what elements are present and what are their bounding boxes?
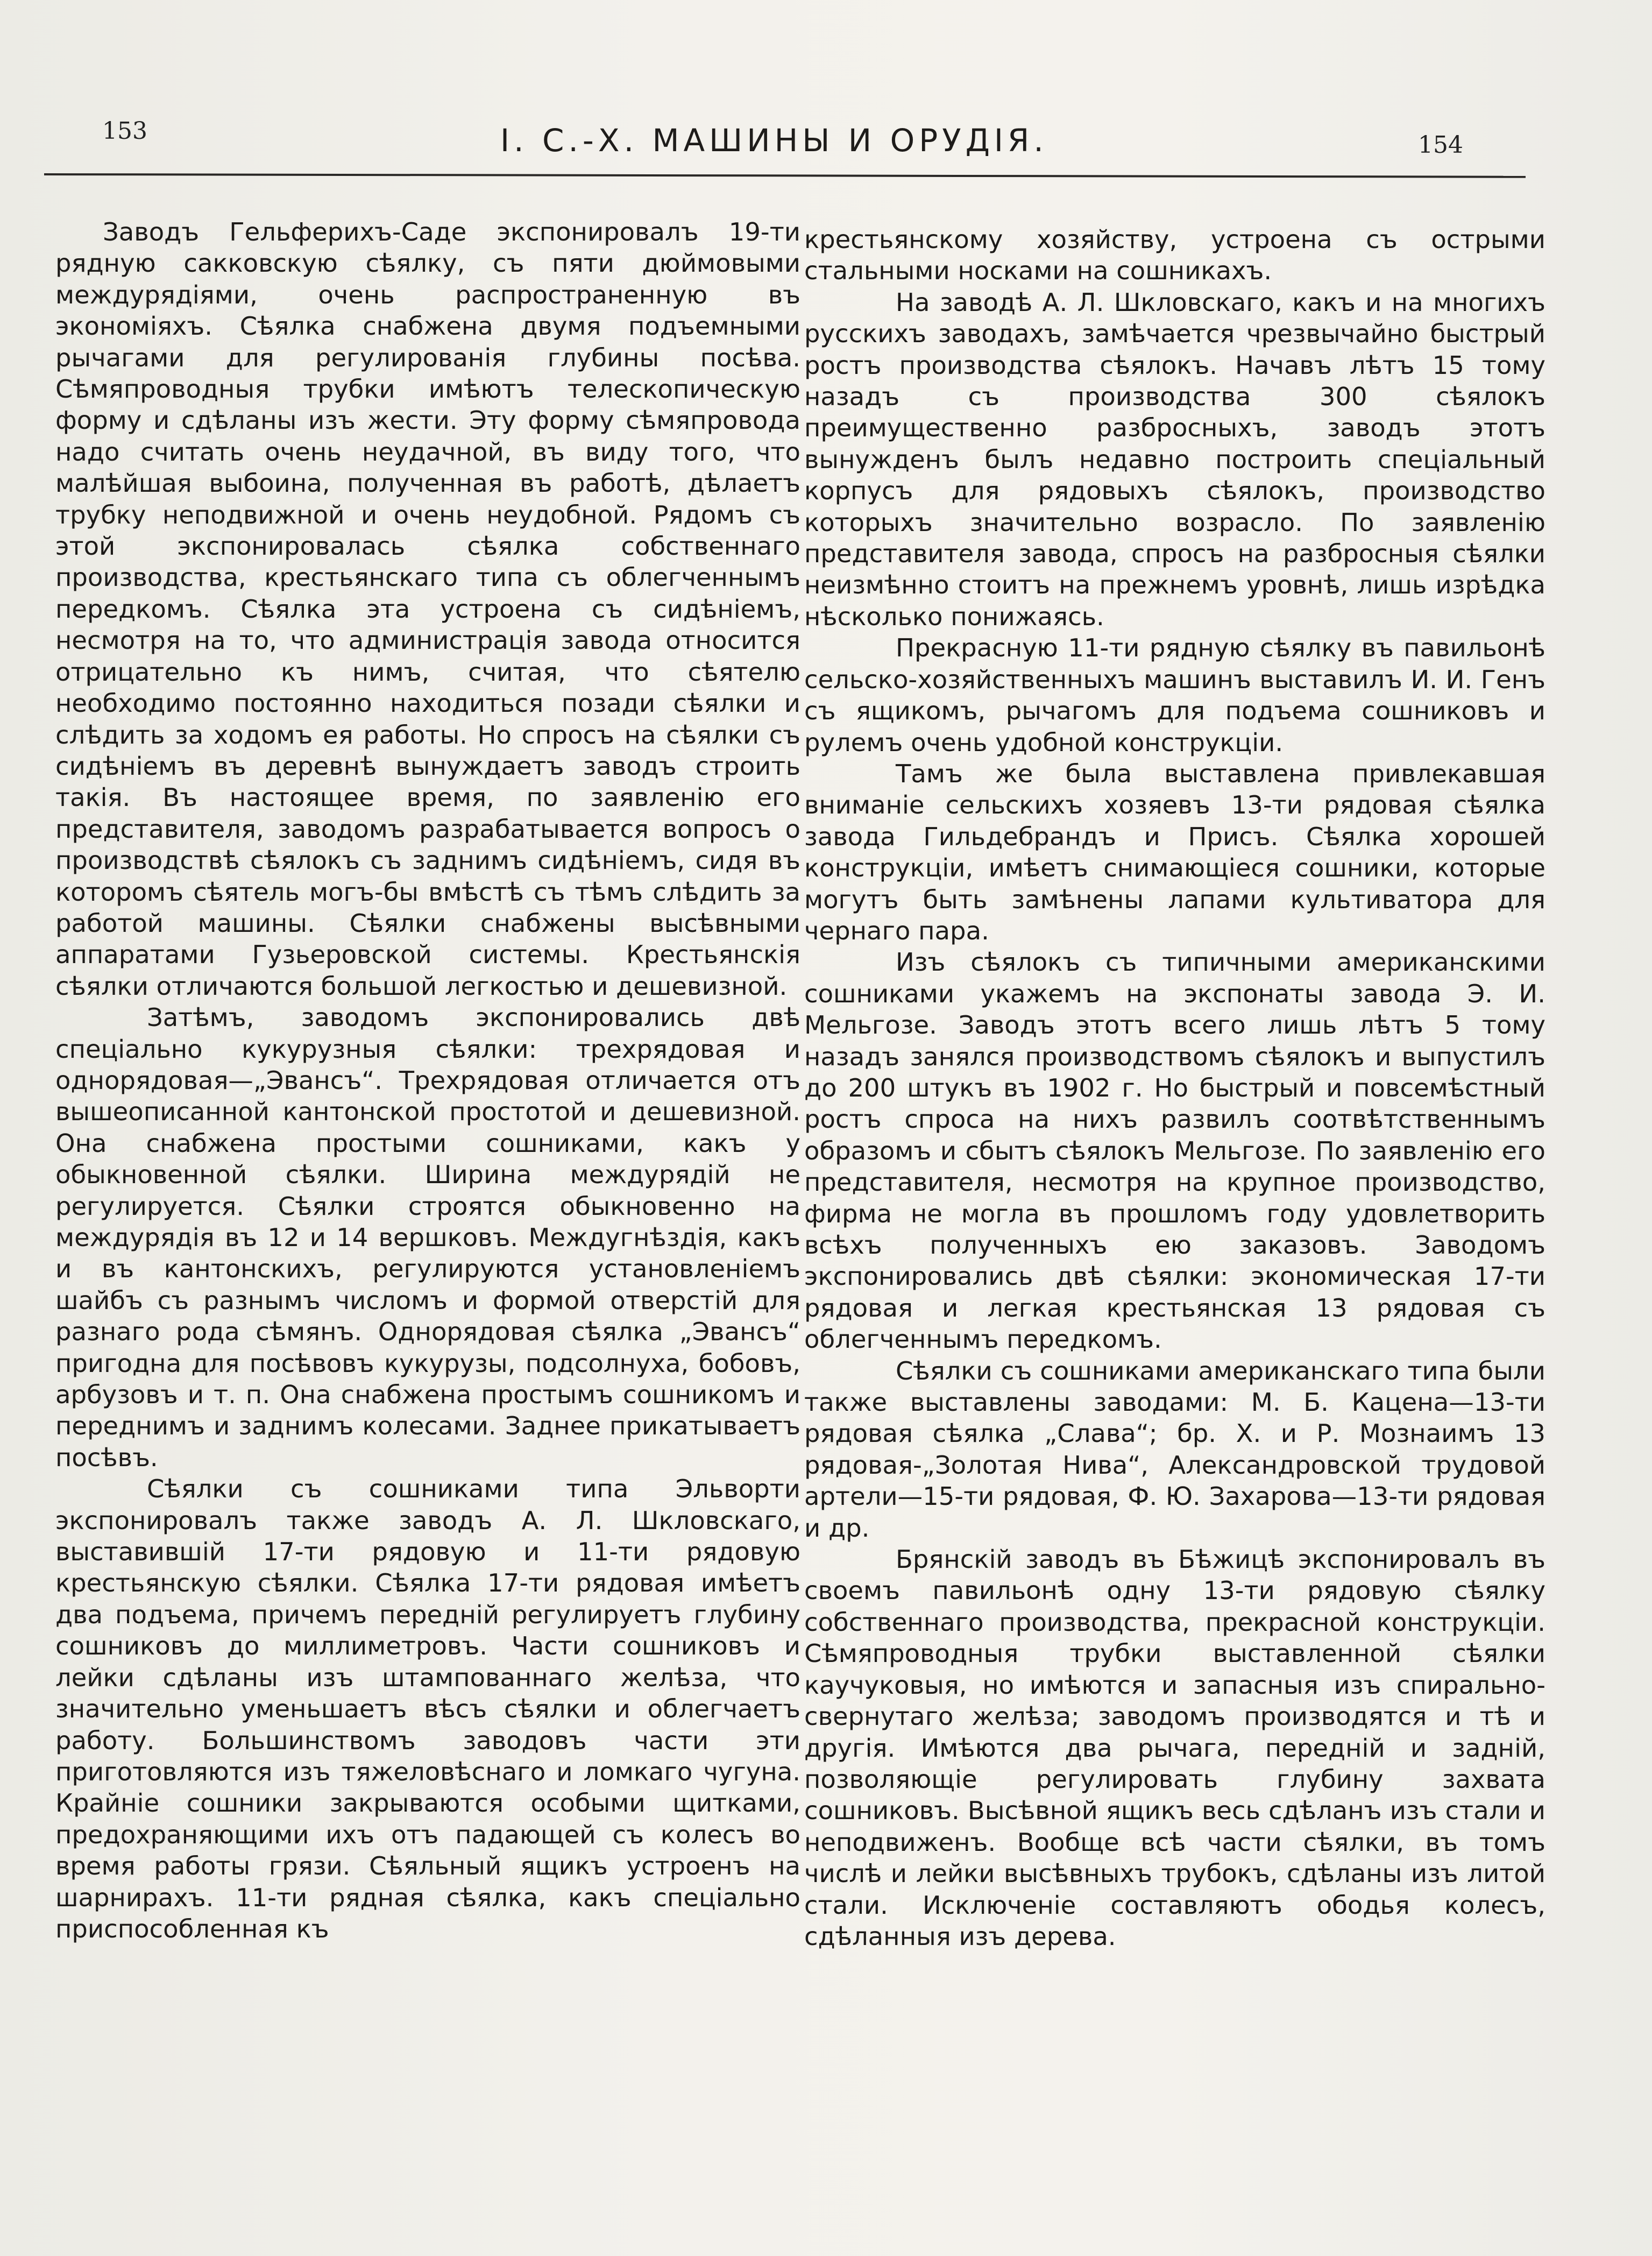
paragraph-continued: крестьянскому хозяйству, устроена съ острыми стальными носками на сошникахъ. <box>804 225 1545 286</box>
running-head-title: I. С.-Х. МАШИНЫ И ОРУДІЯ. <box>500 122 1048 159</box>
paragraph: Сѣялки съ сошниками американскаго типа были также выставлены заводами: М. Б. Кацена—13-ти рядовая сѣялка „Слава“; бр. Х. и Р. Мознаимъ 13 рядовая-„Золотая Нива“, Александровской трудовой артели—15-ти рядовая, Ф. Ю. Захарова—13-ти рядовая и др. <box>804 1356 1545 1543</box>
paragraph: Брянскій заводъ въ Бѣжицѣ экспонировалъ въ своемъ павильонѣ одну 13-ти рядовую сѣялку собственнаго производства, прекрасной конструкціи. Сѣмяпроводныя трубки выставленной сѣялки каучуковыя, но имѣются и запасныя изъ спирально-свернутаго желѣза; заводомъ производятся и тѣ и другія. Имѣются два рычага, передній и задній, позволяющіе регулировать глубину захвата сошниковъ. Высѣвной ящикъ весь сдѣланъ изъ стали и неподвиженъ. Вообще всѣ части сѣялки, въ томъ числѣ и лейки высѣвныхъ трубокъ, сдѣланы изъ литой стали. Исключеніе составляютъ ободья колесъ, сдѣланныя изъ дерева. <box>804 1545 1545 1951</box>
paragraph: Изъ сѣялокъ съ типичными американскими сошниками укажемъ на экспонаты завода Э. И. Мельгозе. Заводъ этотъ всего лишь лѣтъ 5 тому назадъ занялся производствомъ сѣялокъ и выпустилъ до 200 штукъ въ 1902 г. Но быстрый и повсемѣстный ростъ спроса на нихъ развилъ соотвѣтственнымъ образомъ и сбытъ сѣялокъ Мельгозе. По заявленію его представителя, несмотря на крупное производство, фирма не могла въ прошломъ году удовлетворить всѣхъ полученныхъ ею заказовъ. Заводомъ экспонировались двѣ сѣялки: экономическая 17-ти рядовая и легкая крестьянская 13 рядовая съ облегченнымъ передкомъ. <box>804 947 1545 1354</box>
paragraph: На заводѣ А. Л. Шкловскаго, какъ и на многихъ русскихъ заводахъ, замѣчается чрезвычайно быстрый ростъ производства сѣялокъ. Начавъ лѣтъ 15 тому назадъ съ производства 300 сѣялокъ преимущественно разбросныхъ, заводъ этотъ вынужденъ былъ недавно построить спеціальный корпусъ для рядовыхъ сѣялокъ, производство которыхъ значительно возрасло. По заявленію представителя завода, спросъ на разбросныя сѣялки неизмѣнно стоитъ на прежнемъ уровнѣ, лишь изрѣдка нѣсколько понижаясь. <box>804 287 1545 631</box>
paragraph: Прекрасную 11-ти рядную сѣялку въ павильонѣ сельско-хозяйственныхъ машинъ выставилъ И. И. Генъ съ ящикомъ, рычагомъ для подъема сошниковъ и рулемъ очень удобной конструкціи. <box>804 633 1545 757</box>
paragraph: Заводъ Гельферихъ-Саде экспонировалъ 19-ти рядную сакковскую сѣялку, съ пяти дюймовыми междурядіями, очень распространенную въ экономіяхъ. Сѣялка снабжена двумя подъемными рычагами для регулированія глубины посѣва. Сѣмяпроводныя трубки имѣютъ телескопическую форму и сдѣланы изъ жести. Эту форму сѣмяпровода надо считать очень неудачной, въ виду того, что малѣйшая выбоина, полученная въ работѣ, дѣлаетъ трубку неподвижной и очень неудобной. Рядомъ съ этой экспонировалась сѣялка собственнаго производства, крестьянскаго типа съ облегченнымъ передкомъ. Сѣялка эта устроена съ сидѣніемъ, несмотря на то, что администрація завода относится отрицательно къ нимъ, считая, что сѣятелю необходимо постоянно находиться позади сѣялки и слѣдить за ходомъ ея работы. Но спросъ на сѣялки съ сидѣніемъ въ деревнѣ вынуждаетъ заводъ строить такія. Въ настоящее время, по заявленію его представителя, заводомъ разрабатывается вопросъ о производствѣ сѣялокъ съ заднимъ сидѣніемъ, сидя въ которомъ сѣятель могъ-бы вмѣстѣ съ тѣмъ слѣдить за работой машины. Сѣялки снабжены высѣвными аппаратами Гузьеровской системы. Крестьянскія сѣялки отличаются большой легкостью и дешевизной. <box>55 217 800 1001</box>
paragraph: Затѣмъ, заводомъ экспонировались двѣ спеціально кукурузныя сѣялки: трехрядовая и однорядовая—„Эвансъ“. Трехрядовая отличается отъ вышеописанной кантонской простотой и дешевизной. Она снабжена простыми сошниками, какъ у обыкновенной сѣялки. Ширина междурядій не регулируется. Сѣялки строятся обыкновенно на междурядія въ 12 и 14 вершковъ. Междугнѣздія, какъ и въ кантонскихъ, регулируются установленіемъ шайбъ съ разнымъ числомъ и формой отверстій для разнаго рода сѣмянъ. Однорядовая сѣялка „Эвансъ“ пригодна для посѣвовъ кукурузы, подсолнуха, бобовъ, арбузовъ и т. п. Она снабжена простымъ сошникомъ и переднимъ и заднимъ колесами. Заднее прикатываетъ посѣвъ. <box>55 1003 800 1472</box>
paragraph: Тамъ же была выставлена привлекавшая вниманіе сельскихъ хозяевъ 13-ти рядовая сѣялка завода Гильдебрандъ и Присъ. Сѣялка хорошей конструкціи, имѣетъ снимающіеся сошники, которые могутъ быть замѣнены лапами культиватора для чернаго пара. <box>804 759 1545 945</box>
page-number-left: 153 <box>102 117 147 145</box>
paragraph: Сѣялки съ сошниками типа Эльворти экспонировалъ также заводъ А. Л. Шкловскаго, выставившій 17-ти рядовую и 11-ти рядовую крестьянскую сѣялки. Сѣялка 17-ти рядовая имѣетъ два подъема, причемъ передній регулируетъ глубину сошниковъ до миллиметровъ. Части сошниковъ и лейки сдѣланы изъ штампованнаго желѣза, что значительно уменьшаетъ вѣсъ сѣялки и облегчаетъ работу. Большинствомъ заводовъ части эти приготовляются изъ тяжеловѣснаго и ломкаго чугуна. Крайніе сошники закрываются особыми щитками, предохраняющими ихъ отъ падающей съ колесъ во время работы грязи. Сѣяльный ящикъ устроенъ на шарнирахъ. 11-ти рядная сѣялка, какъ спеціально приспособленная къ <box>55 1474 800 1943</box>
header-rule <box>44 173 1526 178</box>
right-column <box>804 224 1545 1952</box>
page-number-right: 154 <box>1418 131 1463 159</box>
left-column <box>55 216 800 1944</box>
